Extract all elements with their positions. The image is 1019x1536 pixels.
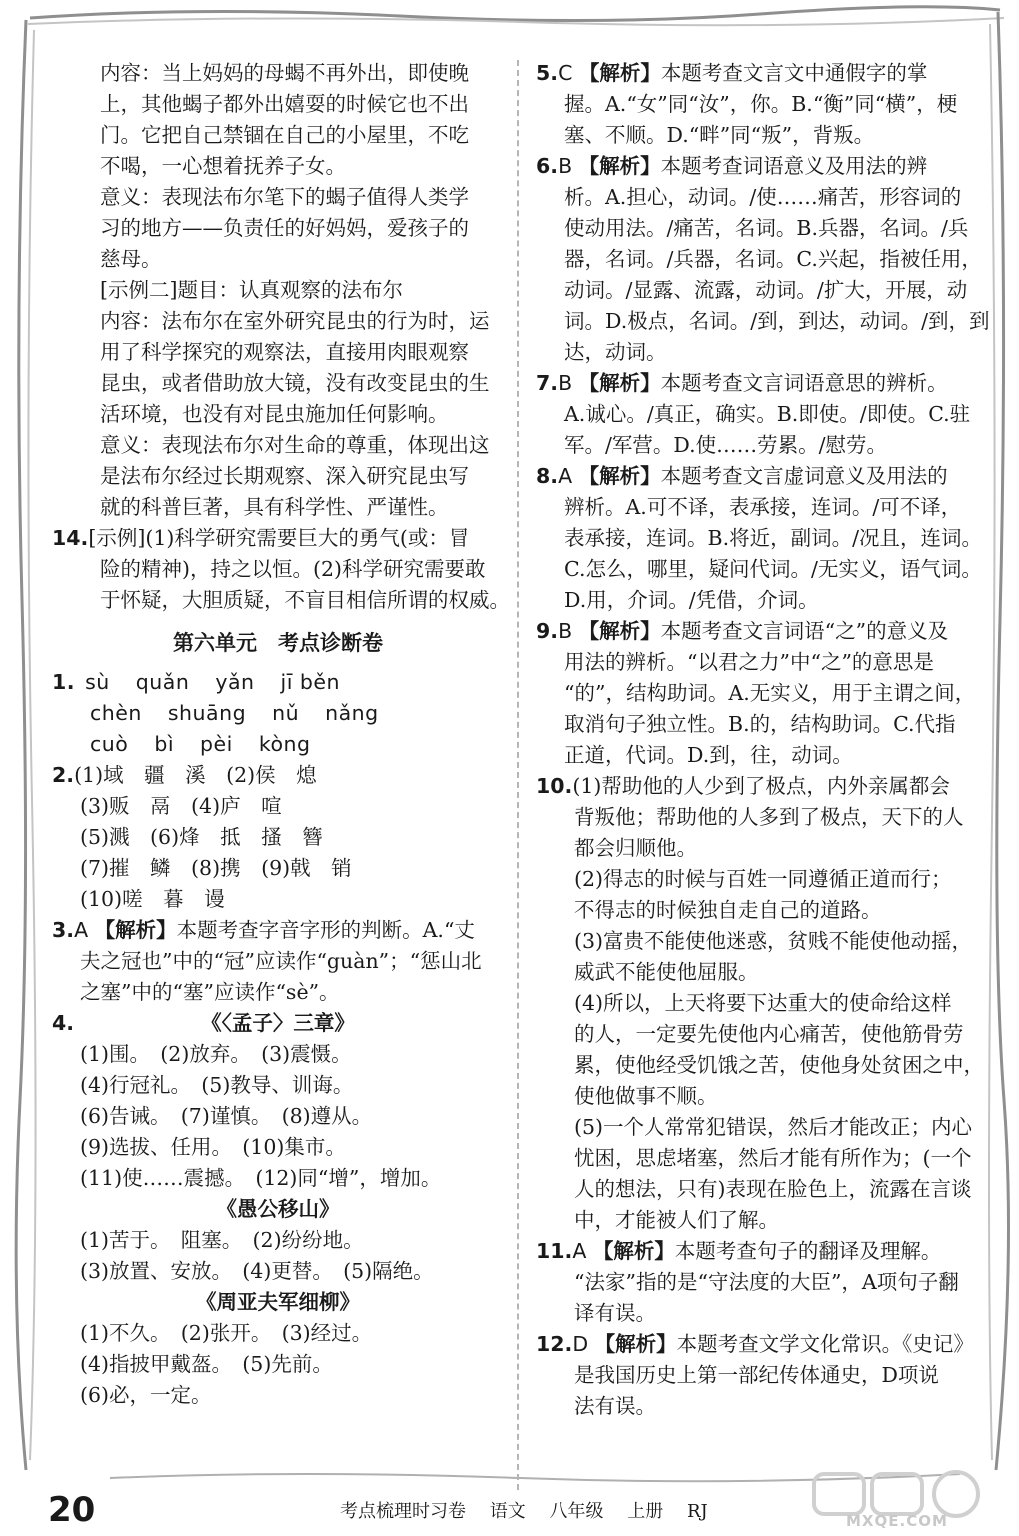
analysis-tag: 【解析】 xyxy=(592,1239,675,1263)
text-line: 险的精神)，持之以恒。(2)科学研究需要敢 xyxy=(100,557,486,581)
text-line: 本题考查字音字形的判断。A.“丈 xyxy=(176,918,475,942)
text-line: 表承接，连词。B.将近，副词。/况且，连词。 xyxy=(564,526,982,550)
question-number: 11. xyxy=(536,1239,573,1263)
text-line: C.怎么，哪里，疑问代词。/无实义，语气词。 xyxy=(564,557,982,581)
text-line: 威武不能使他屈服。 xyxy=(574,960,759,984)
answer-letter: B xyxy=(558,619,573,643)
text-line: 取消句子独立性。B.的，结构助词。C.代指 xyxy=(564,712,956,736)
text-line: D.用，介词。/凭借，介词。 xyxy=(564,588,819,612)
text-line: (6)告诫。 (7)谨慎。 (8)遵从。 xyxy=(80,1104,373,1128)
text-line: (4)所以，上天将要下达重大的使命给这样 xyxy=(574,991,952,1015)
pinyin: kòng xyxy=(258,732,311,756)
analysis-tag: 【解析】 xyxy=(578,61,661,85)
text-line: 上，其他蝎子都外出嬉耍的时候它也不出 xyxy=(100,92,469,116)
text-line: 都会归顺他。 xyxy=(574,836,697,860)
analysis-tag: 【解析】 xyxy=(578,371,661,395)
text-line: (2)得志的时候与百姓一同遵循正道而行； xyxy=(574,867,952,891)
pinyin: bì xyxy=(154,732,175,756)
text-line: (1)不久。 (2)张开。 (3)经过。 xyxy=(80,1321,373,1345)
text-line: 门。它把自己禁锢在自己的小屋里，不吃 xyxy=(100,123,469,147)
text-line: 内容：当上妈妈的母蝎不再外出，即使晚 xyxy=(100,61,469,85)
text-line: (4)行冠礼。 (5)教导、训诲。 xyxy=(80,1073,354,1097)
text-line: “法家”指的是“守法度的大臣”，A项句子翻 xyxy=(574,1270,959,1294)
question-number: 1. xyxy=(52,670,76,694)
text-line: 就的科普巨著，具有科学性、严谨性。 xyxy=(100,495,449,519)
analysis-tag: 【解析】 xyxy=(578,619,661,643)
text-line: 使动用法。/痛苦，名词。B.兵器，名词。/兵 xyxy=(564,216,969,240)
question-9 xyxy=(536,616,976,771)
subject: 语文 xyxy=(489,1501,526,1522)
text-line: 习的地方——负责任的好妈妈，爱孩子的 xyxy=(100,216,469,240)
text-line: 本题考查文言文中通假字的掌 xyxy=(660,61,928,85)
text-line: 用法的辨析。“以君之力”中“之”的意思是 xyxy=(564,650,934,674)
question-4 xyxy=(52,1008,504,1411)
text-line: 于怀疑，大胆质疑，不盲目相信所谓的权威。 xyxy=(100,588,510,612)
text-line: 本题考查文言词语“之”的意义及 xyxy=(660,619,949,643)
text-line: (3)放置、安放。 (4)更替。 (5)隔绝。 xyxy=(80,1259,434,1283)
text-line: 法有误。 xyxy=(574,1394,656,1418)
text-line: 本题考查文学文化常识。《史记》 xyxy=(676,1332,974,1356)
left-column xyxy=(52,58,510,1411)
text-line: (3)贩 鬲 (4)庐 喧 xyxy=(80,794,282,818)
question-number: 14. xyxy=(52,526,89,550)
text-line: 意义：表现法布尔笔下的蝎子值得人类学 xyxy=(100,185,469,209)
analysis-tag: 【解析】 xyxy=(94,918,177,942)
text-line: 之塞”中的“塞”应读作“sè”。 xyxy=(80,980,340,1004)
text-line: 不喝，一心想着抚养子女。 xyxy=(100,154,346,178)
text-line: 忧困，思虑堵塞，然后才能有所作为；(一个 xyxy=(574,1146,972,1170)
text-line: 本题考查文言词语意思的辨析。 xyxy=(660,371,948,395)
q13-continuation xyxy=(52,58,504,523)
question-14 xyxy=(52,523,510,616)
term: 上册 xyxy=(627,1501,664,1522)
pinyin: sù xyxy=(85,670,110,694)
sub-title: 《〈孟子〉三章》 xyxy=(201,1011,355,1035)
question-number: 6. xyxy=(536,154,559,178)
text-line: 夫之冠也”中的“冠”应读作“guàn”；“惩山北 xyxy=(80,949,482,973)
question-number: 5. xyxy=(536,61,559,85)
text-line: (5)溅 (6)烽 抵 搔 簪 xyxy=(80,825,323,849)
pinyin: yǎn xyxy=(215,670,255,694)
text-line: 握。A.“女”同“汝”，你。B.“衡”同“横”，梗 xyxy=(564,92,958,116)
question-number: 8. xyxy=(536,464,559,488)
text-line: 析。A.担心，动词。/使……痛苦，形容词的 xyxy=(564,185,962,209)
text-line: 词。D.极点，名词。/到，到达，动词。/到，到 xyxy=(564,309,990,333)
text-line: (1)苦于。 阻塞。 (2)纷纷地。 xyxy=(80,1228,364,1252)
question-number: 12. xyxy=(536,1332,573,1356)
edition: RJ xyxy=(686,1501,708,1522)
answer-letter: A xyxy=(572,1239,587,1263)
text-line: [示例二]题目：认真观察的法布尔 xyxy=(100,278,403,302)
pinyin: quǎn xyxy=(135,670,190,694)
analysis-tag: 【解析】 xyxy=(578,464,661,488)
section-heading: 第六单元 考点诊断卷 xyxy=(173,631,383,655)
text-line: 累，使他经受饥饿之苦，使他身处贫困之中， xyxy=(574,1053,984,1077)
sub-title: 《周亚夫军细柳》 xyxy=(196,1290,360,1314)
text-line: 军。/军营。D.使……劳累。/慰劳。 xyxy=(564,433,888,457)
text-line: “的”，结构助词。A.无实义，用于主谓之间， xyxy=(564,681,976,705)
text-line: 用了科学探究的观察法，直接用肉眼观察 xyxy=(100,340,469,364)
question-number: 7. xyxy=(536,371,559,395)
question-1 xyxy=(52,667,504,760)
text-line: 人的想法，只有)表现在脸色上，流露在言谈 xyxy=(574,1177,972,1201)
text-line: A.诚心。/真正，确实。B.即使。/即使。C.驻 xyxy=(564,402,971,426)
text-line: 是法布尔经过长期观察、深入研究昆虫写 xyxy=(100,464,469,488)
answer-letter: A xyxy=(558,464,573,488)
text-line: 本题考查词语意义及用法的辨 xyxy=(660,154,928,178)
question-6 xyxy=(536,151,990,368)
analysis-tag: 【解析】 xyxy=(578,154,661,178)
pinyin: pèi xyxy=(200,732,233,756)
right-column xyxy=(536,58,990,1422)
pinyin: cuò xyxy=(90,732,129,756)
text-line: 正道，代词。D.到，往，动词。 xyxy=(564,743,853,767)
question-number: 4. xyxy=(52,1011,75,1035)
text-line: (11)使……震撼。 (12)同“增”，增加。 xyxy=(80,1166,442,1190)
text-line: 达，动词。 xyxy=(564,340,667,364)
question-10 xyxy=(536,771,984,1236)
question-5 xyxy=(536,58,976,151)
text-line: (1)围。 (2)放弃。 (3)震慑。 xyxy=(80,1042,352,1066)
book-title: 考点梳理时习卷 xyxy=(340,1501,466,1522)
watermark-url: MXQE.COM xyxy=(846,1512,948,1530)
answer-letter: A xyxy=(74,918,89,942)
text-line: 中，才能被人们了解。 xyxy=(574,1208,779,1232)
pinyin: shuāng xyxy=(167,701,247,725)
text-line: 译有误。 xyxy=(574,1301,656,1325)
text-line: (9)选拔、任用。 (10)集市。 xyxy=(80,1135,346,1159)
answer-letter: D xyxy=(572,1332,589,1356)
pinyin: chèn xyxy=(90,701,142,725)
text-line: 辨析。A.可不译，表承接，连词。/可不译， xyxy=(564,495,962,519)
analysis-tag: 【解析】 xyxy=(594,1332,677,1356)
text-line: (7)摧 鳞 (8)携 (9)戟 销 xyxy=(80,856,352,880)
text-line: 本题考查文言虚词意义及用法的 xyxy=(660,464,948,488)
grade: 八年级 xyxy=(549,1501,604,1522)
text-line: (10)嗟 暮 谩 xyxy=(80,887,225,911)
pinyin: jī běn xyxy=(280,670,341,694)
text-line: (1)帮助他的人少到了极点，内外亲属都会 xyxy=(572,774,950,798)
text-line: 背叛他；帮助他的人多到了极点，天下的人 xyxy=(574,805,964,829)
text-line: 动词。/显露、流露，动词。/扩大，开展，动 xyxy=(564,278,968,302)
question-3 xyxy=(52,915,504,1008)
book-info xyxy=(340,1500,726,1524)
answer-letter: C xyxy=(558,61,573,85)
question-8 xyxy=(536,461,982,616)
text-line: 慈母。 xyxy=(100,247,162,271)
text-line: 器，名词。/兵器，名词。C.兴起，指被任用， xyxy=(564,247,982,271)
text-line: 意义：表现法布尔对生命的尊重，体现出这 xyxy=(100,433,490,457)
question-2 xyxy=(52,760,504,915)
text-line: 使他做事不顺。 xyxy=(574,1084,718,1108)
question-11 xyxy=(536,1236,976,1329)
text-line: 的人，一定要先使他内心痛苦，使他筋骨劳 xyxy=(574,1022,964,1046)
answer-letter: B xyxy=(558,371,573,395)
text-line: 本题考查句子的翻译及理解。 xyxy=(674,1239,942,1263)
page-number: 20 xyxy=(48,1490,96,1530)
text-line: [示例](1)科学研究需要巨大的勇气(或：冒 xyxy=(88,526,470,550)
text-line: 塞、不顺。D.“畔”同“叛”，背叛。 xyxy=(564,123,875,147)
question-12 xyxy=(536,1329,976,1422)
text-line: (6)必，一定。 xyxy=(80,1383,212,1407)
text-line: 活环境，也没有对昆虫施加任何影响。 xyxy=(100,402,449,426)
pinyin: nǎng xyxy=(325,701,379,725)
answer-letter: B xyxy=(558,154,573,178)
sub-title: 《愚公移山》 xyxy=(216,1197,340,1221)
question-number: 3. xyxy=(52,918,75,942)
text-line: 昆虫，或者借助放大镜，没有改变昆虫的生 xyxy=(100,371,490,395)
question-number: 10. xyxy=(536,774,573,798)
text-line: 内容：法布尔在室外研究昆虫的行为时，运 xyxy=(100,309,490,333)
text-line: (3)富贵不能使他迷惑，贫贱不能使他动摇， xyxy=(574,929,973,953)
question-7 xyxy=(536,368,976,461)
pinyin: nǔ xyxy=(272,701,300,725)
text-line: 不得志的时候独自走自己的道路。 xyxy=(574,898,882,922)
question-number: 2. xyxy=(52,763,75,787)
text-line: (1)域 疆 溪 (2)侯 熄 xyxy=(74,763,317,787)
column-divider xyxy=(517,60,519,1490)
text-line: (5)一个人常常犯错误，然后才能改正；内心 xyxy=(574,1115,973,1139)
text-line: 是我国历史上第一部纪传体通史，D项说 xyxy=(574,1363,939,1387)
question-number: 9. xyxy=(536,619,559,643)
text-line: (4)指披甲戴盔。 (5)先前。 xyxy=(80,1352,333,1376)
